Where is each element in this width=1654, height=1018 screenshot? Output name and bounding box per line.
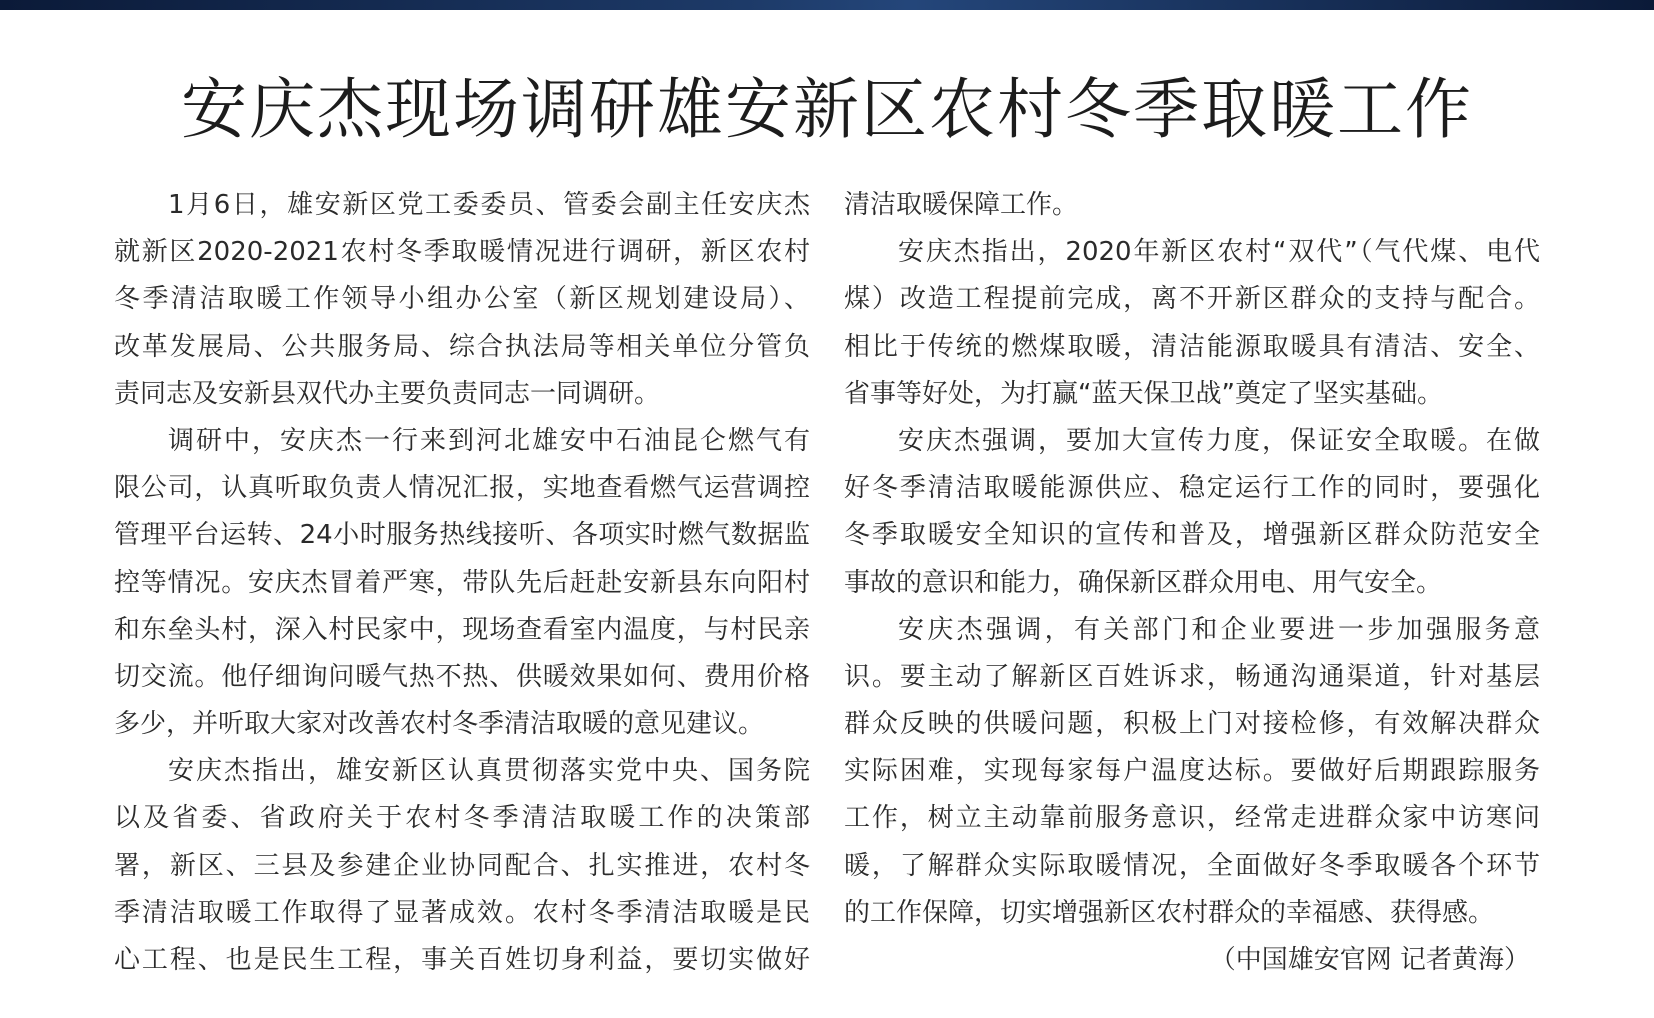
paragraph-line: 调研中，安庆杰一行来到河北雄安中石油昆仑燃气有: [168, 425, 810, 456]
paragraph-line: 识。要主动了解新区百姓诉求，畅通沟通渠道，针对基层: [844, 661, 1540, 692]
paragraph-line: 安庆杰强调，有关部门和企业要进一步加强服务意: [898, 614, 1540, 645]
paragraph-line: 以及省委、省政府关于农村冬季清洁取暖工作的决策部: [114, 803, 810, 834]
paragraph-line: 改革发展局、公共服务局、综合执法局等相关单位分管负: [114, 331, 810, 362]
paragraph-line: 冬季取暖安全知识的宣传和普及，增强新区群众防范安全: [844, 520, 1540, 551]
paragraph-line: 切交流。他仔细询问暖气热不热、供暖效果如何、费用价格: [114, 661, 810, 692]
paragraph-line: 责同志及安新县双代办主要负责同志一同调研。: [114, 378, 661, 409]
article-title: 安庆杰现场调研雄安新区农村冬季取暖工作: [181, 71, 1473, 148]
paragraph-line: 管理平台运转、24小时服务热线接听、各项实时燃气数据监: [114, 520, 810, 551]
article-column-left: [114, 182, 810, 984]
paragraph-line: 好冬季清洁取暖能源供应、稳定运行工作的同时，要强化: [844, 473, 1540, 504]
paragraph-line: 季清洁取暖工作取得了显著成效。农村冬季清洁取暖是民: [114, 897, 810, 928]
paragraph-line: 清洁取暖保障工作。: [844, 190, 1079, 220]
paragraph-line: 就新区2020-2021农村冬季取暖情况进行调研，新区农村: [114, 237, 810, 268]
article-byline: （中国雄安官网 记者黄海）: [1209, 945, 1530, 975]
paragraph-line: 和东垒头村，深入村民家中，现场查看室内温度，与村民亲: [114, 614, 810, 645]
paragraph-line: 省事等好处，为打赢“蓝天保卫战”奠定了坚实基础。: [844, 378, 1443, 409]
paragraph-line: 安庆杰强调，要加大宣传力度，保证安全取暖。在做: [898, 425, 1540, 456]
paragraph-line: 群众反映的供暖问题，积极上门对接检修，有效解决群众: [844, 709, 1540, 740]
top-banner-bar: [0, 0, 1654, 10]
paragraph-line: 相比于传统的燃煤取暖，清洁能源取暖具有清洁、安全、: [844, 331, 1540, 362]
paragraph-line: 煤）改造工程提前完成，离不开新区群众的支持与配合。: [844, 284, 1540, 315]
paragraph-line: 工作，树立主动靠前服务意识，经常走进群众家中访寒问: [844, 803, 1540, 834]
paragraph-line: 事故的意识和能力，确保新区群众用电、用气安全。: [844, 567, 1443, 598]
paragraph-line: 多少，并听取大家对改善农村冬季清洁取暖的意见建议。: [114, 709, 765, 740]
paragraph-line: 的工作保障，切实增强新区农村群众的幸福感、获得感。: [844, 897, 1495, 928]
paragraph-line: 限公司，认真听取负责人情况汇报，实地查看燃气运营调控: [114, 473, 810, 504]
paragraph-line: 署，新区、三县及参建企业协同配合、扎实推进，农村冬: [114, 850, 810, 881]
paragraph-line: 心工程、也是民生工程，事关百姓切身利益，要切实做好: [114, 945, 810, 975]
paragraph-line: 安庆杰指出，2020年新区农村“双代”（气代煤、电代: [898, 237, 1540, 268]
paragraph-line: 1月6日，雄安新区党工委委员、管委会副主任安庆杰: [168, 190, 810, 220]
paragraph-line: 冬季清洁取暖工作领导小组办公室（新区规划建设局）、: [114, 284, 810, 315]
paragraph-line: 安庆杰指出，雄安新区认真贯彻落实党中央、国务院: [168, 756, 810, 787]
paragraph-line: 暖，了解群众实际取暖情况，全面做好冬季取暖各个环节: [844, 850, 1540, 881]
paragraph-line: 实际困难，实现每家每户温度达标。要做好后期跟踪服务: [844, 756, 1540, 787]
article-column-right: [844, 182, 1540, 984]
paragraph-line: 控等情况。安庆杰冒着严寒，带队先后赶赴安新县东向阳村: [114, 567, 810, 598]
